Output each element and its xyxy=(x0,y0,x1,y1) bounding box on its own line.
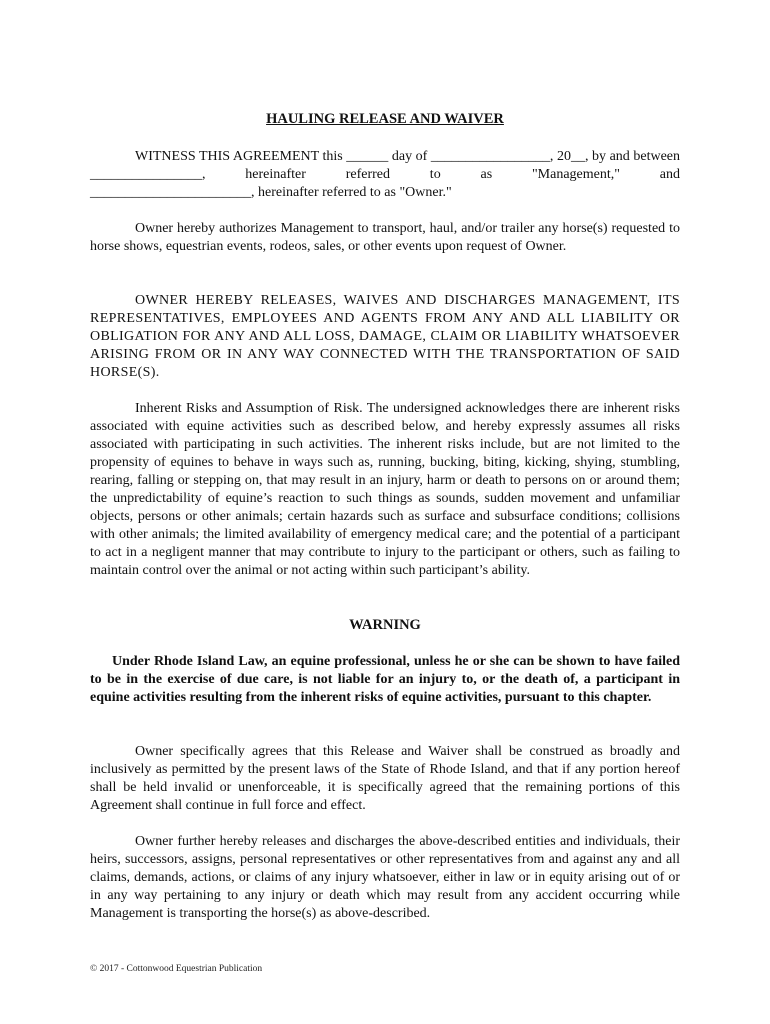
construed-paragraph: Owner specifically agrees that this Release and Waiver shall be construed as broadly and inclusively as permitted by the present laws of the State of Rhode Island, and that if any portion hereof shall be held invalid or unenforceable, it is specifically agreed that the remaining portions of this Agreement shall continue in full force and effect. xyxy=(90,744,680,813)
release-paragraph: OWNER HEREBY RELEASES, WAIVES AND DISCHARGES MANAGEMENT, ITS REPRESENTATIVES, EMPLOYEES AND AGENTS FROM ANY AND ALL LIABILITY OR OBLIGATION FOR ANY AND ALL LOSS, DAMAGE, CLAIM OR LIABILITY WHATSOEVER ARISING FROM OR IN ANY WAY CONNECTED WITH THE TRANSPORTATION OF SAID HORSE(S). xyxy=(90,293,680,380)
inherent-risks-paragraph: Inherent Risks and Assumption of Risk. The undersigned acknowledges there are inherent risks associated with equine activities such as described below, and hereby expressly assumes all risks associated with participating in such activities. The inherent risks include, but are not limited to the propensity of equines to behave in ways such as, running, bucking, biting, kicking, shying, stumbling, rearing, falling or stepping on, that may result in an injury, harm or death to persons on or around them; the unpredictability of equine’s reaction to such things as sounds, sudden movement and unfamiliar objects, persons or other animals; certain hazards such as surface and subsurface conditions; collisions with other animals; the limited availability of emergency medical care; and the potential of a participant to act in a negligent manner that may contribute to injury to the participant or others, such as failing to maintain control over the animal or not acting within such participant’s ability. xyxy=(90,401,680,578)
warning-heading: WARNING xyxy=(349,617,421,633)
further-release-paragraph: Owner further hereby releases and discharges the above-described entities and individuals, their heirs, successors, assigns, personal representatives or other representatives from and against any and all claims, demands, actions, or claims of any injury whatsoever, either in law or in equity arising out of or in any way pertaining to any injury or death which may result from any accident occurring while Management is transporting the horse(s) as above-described. xyxy=(90,834,680,921)
authorization-paragraph: Owner hereby authorizes Management to transport, haul, and/or trailer any horse(s) requested to horse shows, equestrian events, rodeos, sales, or other events upon request of Owner. xyxy=(90,221,680,254)
copyright-footer: © 2017 - Cottonwood Equestrian Publication xyxy=(90,964,263,974)
document-page xyxy=(90,0,680,1024)
rhode-island-law-paragraph: Under Rhode Island Law, an equine professional, unless he or she can be shown to have failed to be in the exercise of due care, is not liable for an injury to, or the death of, a participant in equine activities resulting from the inherent risks of equine activities, pursuant to this chapter. xyxy=(90,654,680,705)
document-title: HAULING RELEASE AND WAIVER xyxy=(266,111,504,127)
witness-paragraph: WITNESS THIS AGREEMENT this ______ day of _________________, 20__, by and between ________________, hereinafter referred to as "Management," and xyxy=(90,149,680,182)
witness-paragraph-end: _______________________, hereinafter referred to as "Owner." xyxy=(90,185,452,200)
